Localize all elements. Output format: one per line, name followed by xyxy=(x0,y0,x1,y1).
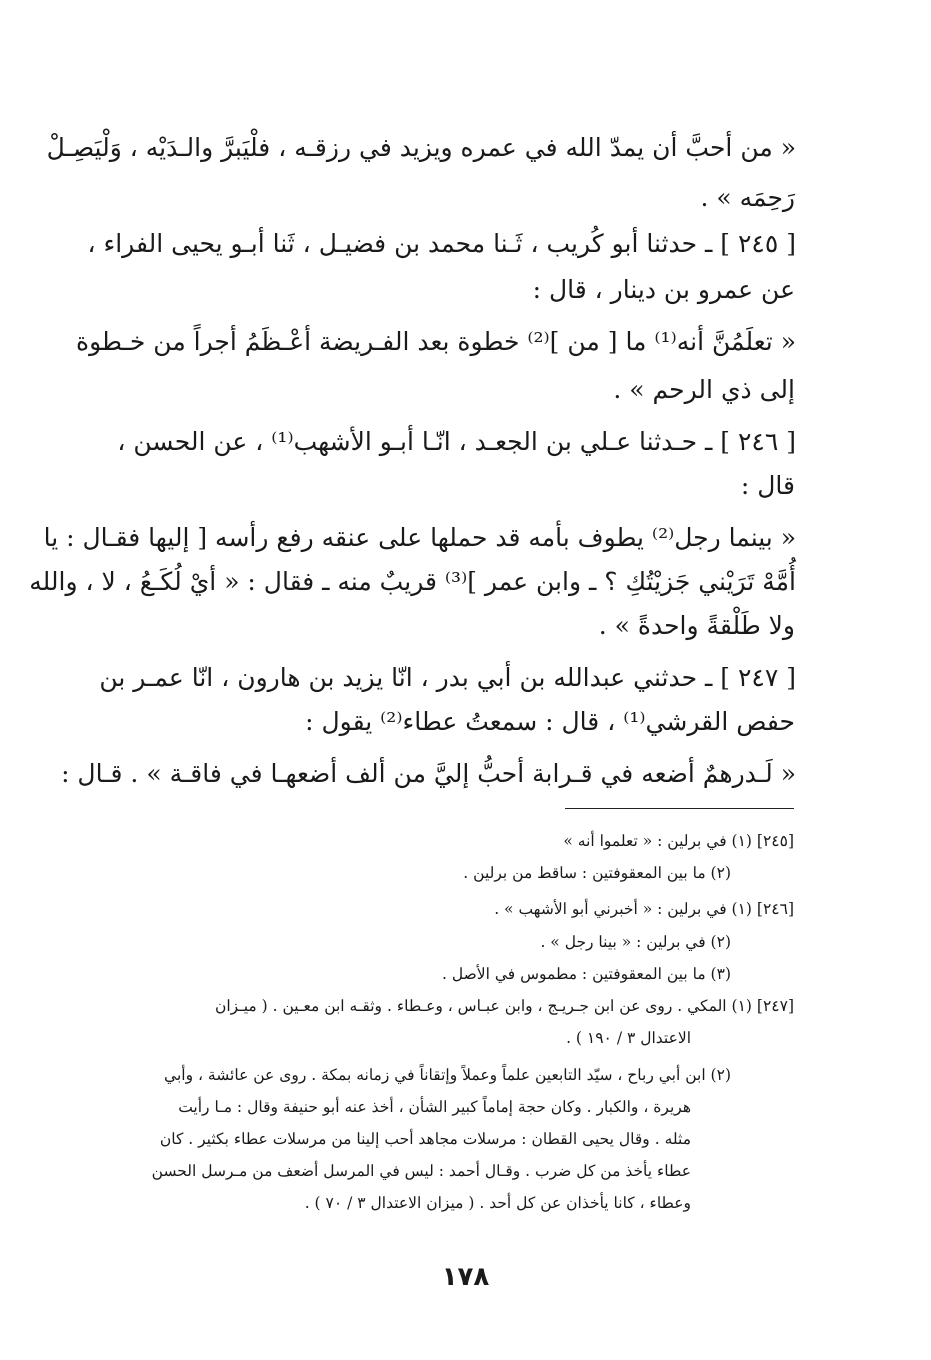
footnote-line: (٢) ما بين المعقوفتين : ساقط من برلين . xyxy=(463,864,731,882)
main-text-line: [ ٢٤٦ ] ـ حـدثنا عـلي بن الجعـد ، انّـا أبـو الأشهب⁽¹⁾ ، عن الحسن ، xyxy=(117,427,796,456)
footnote-line: (٢) ابن أبي رباح ، سيّد التابعين علماً وعملاً وإتقاناً في زمانه بمكة . روى عن عائشة ، وأبي xyxy=(164,1066,731,1084)
main-text-line: « بينما رجل⁽²⁾ يطوف بأمه قد حملها على عنقه رفع رأسه [ إليها فقـال : يا xyxy=(43,523,796,552)
main-text-line: « تعلَمُنَّ أنه⁽¹⁾ ما [ من ]⁽²⁾ خطوة بعد الفـريضة أعْـظَمُ أجراً من خـطوة xyxy=(76,327,796,356)
main-text-line: [ ٢٤٥ ] ـ حدثنا أبو كُريب ، ثَـنا محمد بن فضيـل ، ثَنا أبـو يحيى الفراء ، xyxy=(87,229,796,258)
main-text-line: « لَـدرهمٌ أضعه في قـرابة أحبُّ إليَّ من ألف أضعهـا في فاقـة » . قـال : xyxy=(61,759,796,788)
main-text-line: عن عمرو بن دينار ، قال : xyxy=(532,275,795,304)
main-text-line: أُمَّهْ تَرَيْني جَزيْتُكِ ؟ ـ وابن عمر ]⁽³⁾ قريبٌ منه ـ فقال : « أيْ لُكَـعُ ، لا ، والله xyxy=(29,567,796,596)
main-text-line: [ ٢٤٧ ] ـ حدثني عبدالله بن أبي بدر ، انّا يزيد بن هارون ، انّا عمـر بن xyxy=(99,663,796,692)
main-text-line: إلى ذي الرحم » . xyxy=(613,375,795,404)
footnote-line: هريرة ، والكبار . وكان حجة إماماً كبير الشأن ، أخذ عنه أبو حنيفة وقال : مـا رأيت xyxy=(178,1098,691,1116)
footnote-line: وعطاء ، كانا يأخذان عن كل أحد . ( ميزان الاعتدال ٣ / ٧٠ ) . xyxy=(304,1194,691,1212)
main-text-line: قال : xyxy=(740,471,795,500)
footnote-line: [٢٤٧] (١) المكي . روى عن ابن جـريـج ، وابن عبـاس ، وعـطاء . وثقـه ابن معـين . ( ميـزان xyxy=(214,997,794,1015)
main-text-line: حفص القرشي⁽¹⁾ ، قال : سمعتُ عطاء⁽²⁾ يقول : xyxy=(305,707,795,736)
footnote-separator xyxy=(565,808,794,809)
footnote-line: [٢٤٦] (١) في برلين : « أخبرني أبو الأشهب » . xyxy=(494,900,794,918)
main-text-line: « من أحبَّ أن يمدّ الله في عمره ويزيد في رزقـه ، فلْيَبرَّ والـدَيْه ، وَلْيَصِـلْ xyxy=(46,133,796,162)
main-text-line: ولا طَلْقةً واحدةً » . xyxy=(598,611,795,640)
footnote-line: عطاء يأخذ من كل ضرب . وقـال أحمد : ليس في المرسل أضعف من مـرسل الحسن xyxy=(151,1162,691,1180)
footnote-line: (٢) في برلين : « بينا رجل » . xyxy=(540,933,731,951)
footnote-line: (٣) ما بين المعقوفتين : مطموس في الأصل . xyxy=(442,965,731,983)
main-text-line: رَحِمَه » . xyxy=(700,183,795,212)
page-number: ١٧٨ xyxy=(441,1262,490,1292)
footnote-line: مثله . وقال يحيى القطان : مرسلات مجاهد أحب إلينا من مرسلات عطاء بكثير . كان xyxy=(159,1130,691,1148)
footnote-line: الاعتدال ٣ / ١٩٠ ) . xyxy=(566,1029,691,1047)
footnote-line: [٢٤٥] (١) في برلين : « تعلموا أنه » xyxy=(563,832,794,850)
